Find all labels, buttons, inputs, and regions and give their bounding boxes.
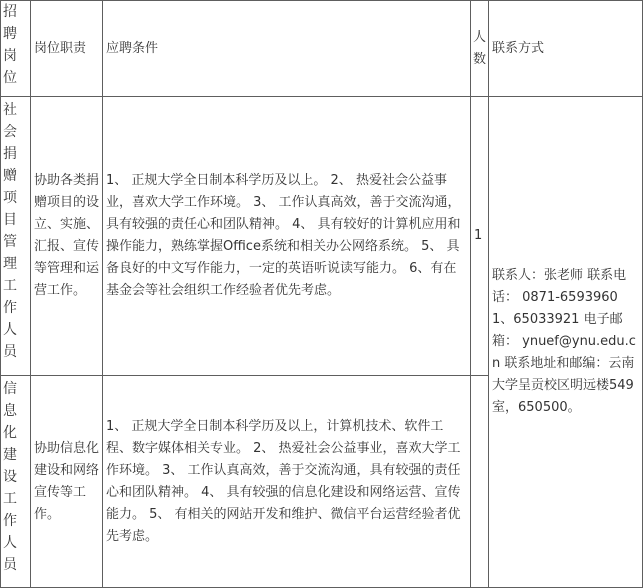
row2-duty: 协助信息化建设和网络宣传等工作。 [30, 375, 103, 588]
header-count: 人数 [470, 0, 489, 97]
contact-info: 联系人：张老师 联系电话： 0871-65939601、65033921 电子邮箱： ynuef@ynu.edu.cn 联系地址和邮编：云南大学呈贡校区明远楼549室，650500。 [488, 96, 643, 588]
header-duty: 岗位职责 [30, 0, 103, 97]
row2-count [470, 375, 489, 588]
header-contact: 联系方式 [488, 0, 643, 97]
row2-position: 信息化建设工作人员 [0, 375, 31, 588]
header-requirements: 应聘条件 [102, 0, 471, 97]
row1-duty: 协助各类捐赠项目的设立、实施、汇报、宣传等管理和运营工作。 [30, 96, 103, 376]
header-position: 招聘岗位 [0, 0, 31, 97]
row1-position: 社会捐赠项目管理工作人员 [0, 96, 31, 376]
row1-requirements: 1、 正规大学全日制本科学历及以上。 2、 热爱社会公益事业，喜欢大学工作环境。 3、 工作认真高效，善于交流沟通，具有较强的责任心和团队精神。 4、 具有较好的计算机应用和操作能力，熟练掌握Office系统和相关办公网络系统。 5、 具备良好的中文写作能力，一定的英语听说读写能力。 6、有在基金会等社会组织工作经验者优先考虑。 [102, 96, 471, 376]
row1-count: 1 [470, 96, 489, 376]
row2-requirements: 1、 正规大学全日制本科学历及以上，计算机技术、软件工程、数字媒体相关专业。 2、 热爱社会公益事业，喜欢大学工作环境。 3、 工作认真高效，善于交流沟通，具有较强的责任心和团队精神。 4、 具有较强的信息化建设和网络运营、宣传能力。 5、 有相关的网站开发和维护、微信平台运营经验者优先考虑。 [102, 375, 471, 588]
